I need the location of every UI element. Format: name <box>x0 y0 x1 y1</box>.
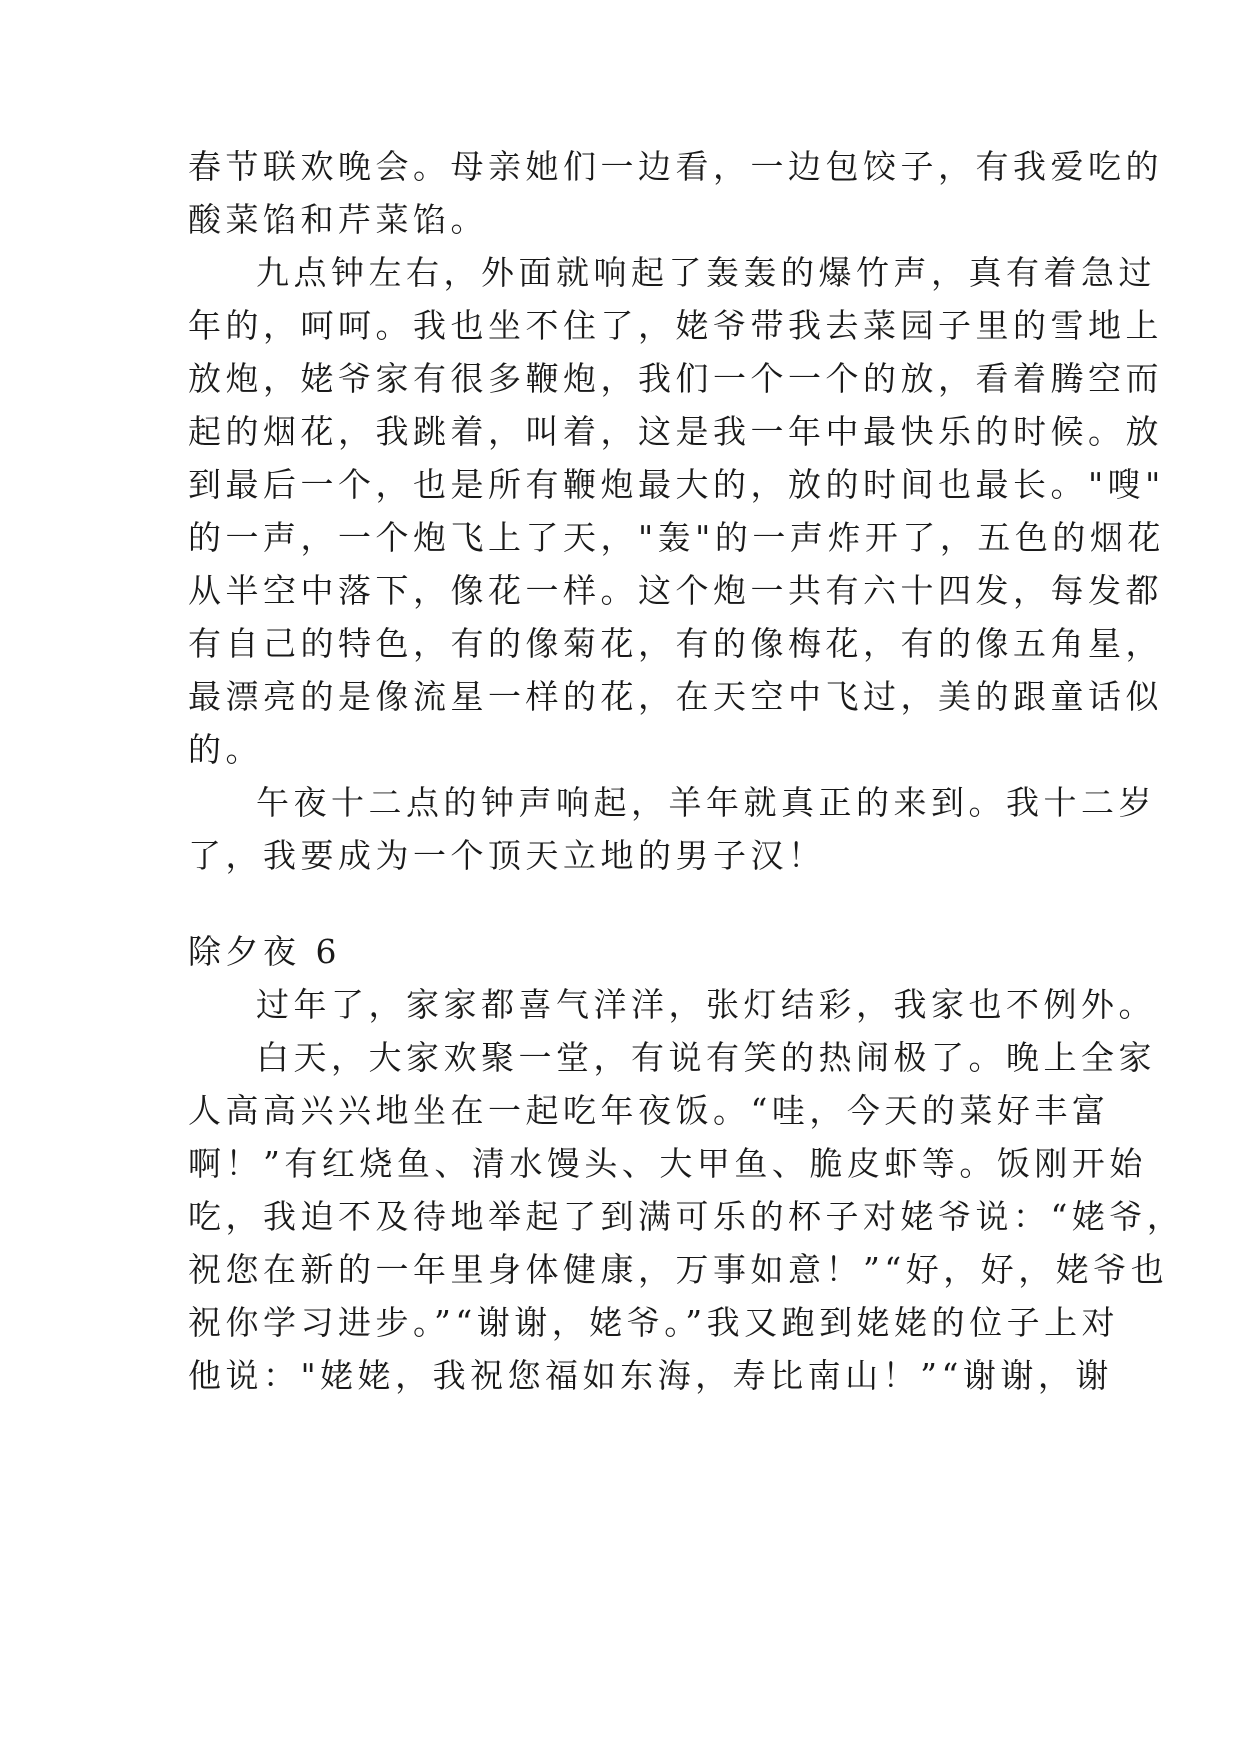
text-line: 啊！”有红烧鱼、清水馒头、大甲鱼、脆皮虾等。饭刚开始 <box>188 1144 1147 1183</box>
text-line: 最漂亮的是像流星一样的花，在天空中飞过，美的跟童话似 <box>188 677 1163 716</box>
text-line: 春节联欢晚会。母亲她们一边看，一边包饺子，有我爱吃的 <box>188 147 1163 186</box>
text-line: 有自己的特色，有的像菊花，有的像梅花，有的像五角星， <box>188 624 1163 663</box>
text-line: 过年了，家家都喜气洋洋，张灯结彩，我家也不例外。 <box>256 985 1156 1024</box>
text-line: 的。 <box>188 730 263 769</box>
text-line: 的一声，一个炮飞上了天，"轰"的一声炸开了，五色的烟花 <box>188 518 1165 557</box>
text-line: 祝你学习进步。”“谢谢，姥爷。”我又跑到姥姥的位子上对 <box>188 1303 1120 1342</box>
essay-title: 除夕夜 6 <box>188 932 341 971</box>
text-line: 吃，我迫不及待地举起了到满可乐的杯子对姥爷说：“姥爷， <box>188 1197 1185 1236</box>
text-line: 白天，大家欢聚一堂，有说有笑的热闹极了。晚上全家 <box>256 1038 1156 1077</box>
text-line: 祝您在新的一年里身体健康，万事如意！”“好，好，姥爷也 <box>188 1250 1169 1289</box>
text-line: 放炮，姥爷家有很多鞭炮，我们一个一个的放，看着腾空而 <box>188 359 1163 398</box>
text-line: 起的烟花，我跳着，叫着，这是我一年中最快乐的时候。放 <box>188 412 1163 451</box>
text-line: 他说："姥姥，我祝您福如东海，寿比南山！”“谢谢，谢 <box>188 1356 1113 1395</box>
text-line: 到最后一个，也是所有鞭炮最大的，放的时间也最长。"嗖" <box>188 465 1165 504</box>
text-line: 酸菜馅和芹菜馅。 <box>188 200 488 239</box>
text-line: 人高高兴兴地坐在一起吃年夜饭。“哇，今天的菜好丰富 <box>188 1091 1110 1130</box>
text-line: 九点钟左右，外面就响起了轰轰的爆竹声，真有着急过 <box>256 253 1156 292</box>
text-line: 年的，呵呵。我也坐不住了，姥爷带我去菜园子里的雪地上 <box>188 306 1163 345</box>
text-line: 从半空中落下，像花一样。这个炮一共有六十四发，每发都 <box>188 571 1163 610</box>
text-line: 了，我要成为一个顶天立地的男子汉！ <box>188 836 826 875</box>
text-line: 午夜十二点的钟声响起，羊年就真正的来到。我十二岁 <box>256 783 1156 822</box>
